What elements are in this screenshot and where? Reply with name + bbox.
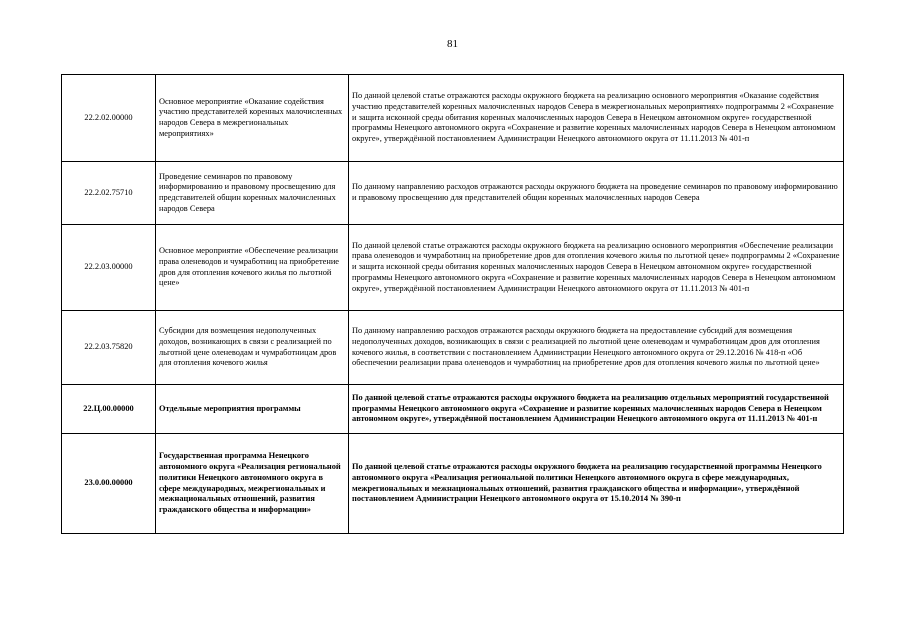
table-row [62,225,844,311]
table-row [62,434,844,534]
target-article-code: 22.2.02.75710 [62,162,156,225]
target-article-description: По данному направлению расходов отражаются расходы окружного бюджета на проведение семинаров по правовому информированию и правовому просвещению для представителей общин коренных малочисленных народов Севера [349,162,844,225]
target-article-name: Отдельные мероприятия программы [156,385,349,434]
table-row [62,162,844,225]
page-number: 81 [447,38,458,50]
target-article-description: По данной целевой статье отражаются расходы окружного бюджета на реализацию основного мероприятия «Оказание содействия участию представителей коренных малочисленных народов Севера в межрегиональных мероприятиях» подпрограммы 2 «Сохранение и защита исконной среды обитания коренных малочисленных народов Севера в Ненецком автономном округе» государственной программы Ненецкого автономного округа «Сохранение и развитие коренных малочисленных народов Севера в Ненецком автономном округе», утверждённой постановлением Администрации Ненецкого автономного округа от 11.11.2013 № 401-п [349,75,844,162]
target-article-name: Проведение семинаров по правовому информированию и правовому просвещению для представителей общин коренных малочисленных народов Севера [156,162,349,225]
target-article-code: 22.2.02.00000 [62,75,156,162]
table-row [62,385,844,434]
target-article-code: 22.Ц.00.00000 [62,385,156,434]
budget-classification-table [61,74,844,534]
target-article-code: 23.0.00.00000 [62,434,156,534]
target-article-code: 22.2.03.00000 [62,225,156,311]
target-article-code: 22.2.03.75820 [62,311,156,385]
target-article-description: По данной целевой статье отражаются расходы окружного бюджета на реализацию государственной программы Ненецкого автономного округа «Реализация региональной политики Ненецкого автономного округа в сфере международных, межрегиональных и межнациональных отношений, развития гражданского общества и информации», утверждённой постановлением Администрации Ненецкого автономного округа от 15.10.2014 № 390-п [349,434,844,534]
target-article-description: По данной целевой статье отражаются расходы окружного бюджета на реализацию отдельных мероприятий государственной программы Ненецкого автономного округа «Сохранение и развитие коренных малочисленных народов Севера в Ненецком автономном округе», утверждённой постановлением Администрации Ненецкого автономного округа от 11.11.2013 № 401-п [349,385,844,434]
target-article-description: По данному направлению расходов отражаются расходы окружного бюджета на предоставление субсидий для возмещения недополученных доходов, возникающих в связи с реализацией по льготной цене оленеводам и чумработницам дров для отопления кочевого жилья, в соответствии с постановлением Администрации Ненецкого автономного округа от 29.12.2016 № 418-п «Об обеспечении реализации права оленеводов и чумработниц на приобретение дров для отопления кочевого жилья по льготной цене» [349,311,844,385]
target-article-description: По данной целевой статье отражаются расходы окружного бюджета на реализацию основного мероприятия «Обеспечение реализации права оленеводов и чумработниц на приобретение дров для отопления кочевого жилья по льготной цене» подпрограммы 2 «Сохранение и защита исконной среды обитания коренных малочисленных народов Севера в Ненецком автономном округе» государственной программы Ненецкого автономного округа «Сохранение и развитие коренных малочисленных народов Севера в Ненецком автономном округе», утверждённой постановлением Администрации Ненецкого автономного округа от 11.11.2013 № 401-п [349,225,844,311]
table-row [62,311,844,385]
target-article-name: Основное мероприятие «Оказание содействия участию представителей коренных малочисленных народов Севера в межрегиональных мероприятиях» [156,75,349,162]
table-row [62,75,844,162]
target-article-name: Основное мероприятие «Обеспечение реализации права оленеводов и чумработниц на приобретение дров для отопления кочевого жилья по льготной цене» [156,225,349,311]
target-article-name: Субсидии для возмещения недополученных доходов, возникающих в связи с реализацией по льготной цене оленеводам и чумработницам дров для отопления кочевого жилья [156,311,349,385]
target-article-name: Государственная программа Ненецкого автономного округа «Реализация региональной политики Ненецкого автономного округа в сфере международных, межрегиональных и межнациональных отношений, развития гражданского общества и информации» [156,434,349,534]
